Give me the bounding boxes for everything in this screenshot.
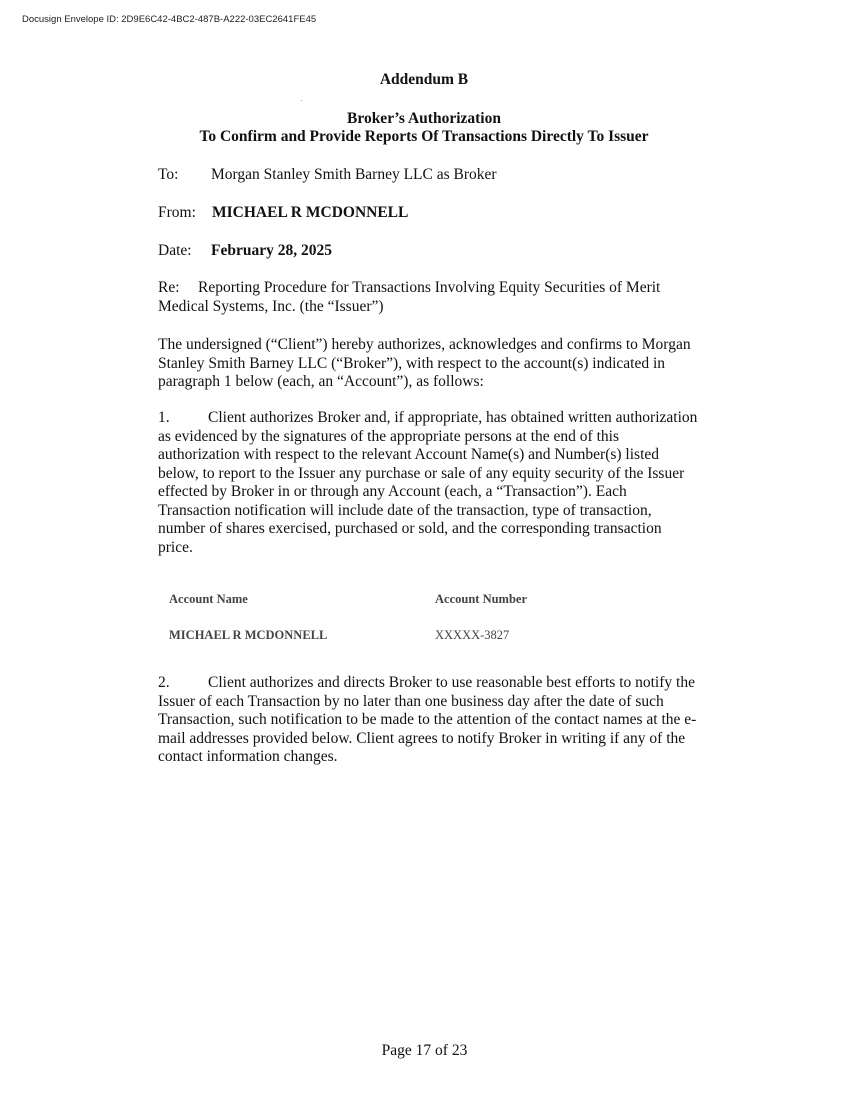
intro-paragraph: The undersigned (“Client”) hereby authorizes, acknowledges and confirms to Morgan Stanley Smith Barney LLC (“Broker”), with respect to the account(s) indicated in paragraph 1 below (each, an “Account”), as follows: (158, 336, 691, 390)
account-number-header: Account Number (435, 592, 528, 606)
re-label: Re: (158, 279, 180, 296)
to-value: Morgan Stanley Smith Barney LLC as Broker (211, 166, 497, 183)
paragraph-1-number: 1. (158, 409, 170, 426)
envelope-id: Docusign Envelope ID: 2D9E6C42-4BC2-487B-A222-03EC2641FE45 (22, 14, 317, 25)
from-label: From: (158, 204, 196, 221)
from-value: MICHAEL R MCDONNELL (212, 204, 409, 221)
page-number: Page 17 of 23 (381, 1042, 468, 1059)
re-paragraph (158, 279, 678, 316)
paragraph-2-number: 2. (158, 674, 170, 691)
account-name-header: Account Name (169, 592, 248, 606)
title-line-1: Broker’s Authorization (347, 110, 501, 127)
to-label: To: (158, 166, 179, 183)
paragraph-2-text: Client authorizes and directs Broker to use reasonable best efforts to notify the Issuer of each Transaction by no later than one business day after the date of such Transaction, such notification to be made to the attention of the contact names at the e-mail addresses provided below. Client agrees to notify Broker in writing if any of the contact information changes. (158, 674, 697, 765)
date-label: Date: (158, 242, 192, 259)
date-value: February 28, 2025 (211, 242, 332, 259)
date-row (158, 242, 332, 261)
re-value: Reporting Procedure for Transactions Involving Equity Securities of Merit Medical Systems, Inc. (the “Issuer”) (158, 279, 661, 315)
account-name-cell: MICHAEL R MCDONNELL (169, 628, 328, 642)
title-line-2: To Confirm and Provide Reports Of Transactions Directly To Issuer (199, 128, 649, 145)
paragraph-2 (158, 674, 698, 767)
to-row (158, 166, 497, 185)
paragraph-1-text: Client authorizes Broker and, if appropriate, has obtained written authorization as evidenced by the signatures of the appropriate persons at the end of this authorization with respect to the relevant Account Name(s) and Number(s) listed below, to report to the Issuer any purchase or sale of any equity security of the Issuer effected by Broker in or through any Account (each, a “Transaction”). Each Transaction notification will include date of the transaction, type of transaction, number of shares exercised, purchased or sold, and the corresponding transaction price. (158, 409, 698, 556)
addendum-title: Addendum B (379, 71, 469, 88)
paragraph-1 (158, 409, 698, 557)
from-row (158, 204, 408, 223)
account-number-cell: XXXXX-3827 (435, 628, 510, 642)
stray-dot (301, 100, 302, 101)
